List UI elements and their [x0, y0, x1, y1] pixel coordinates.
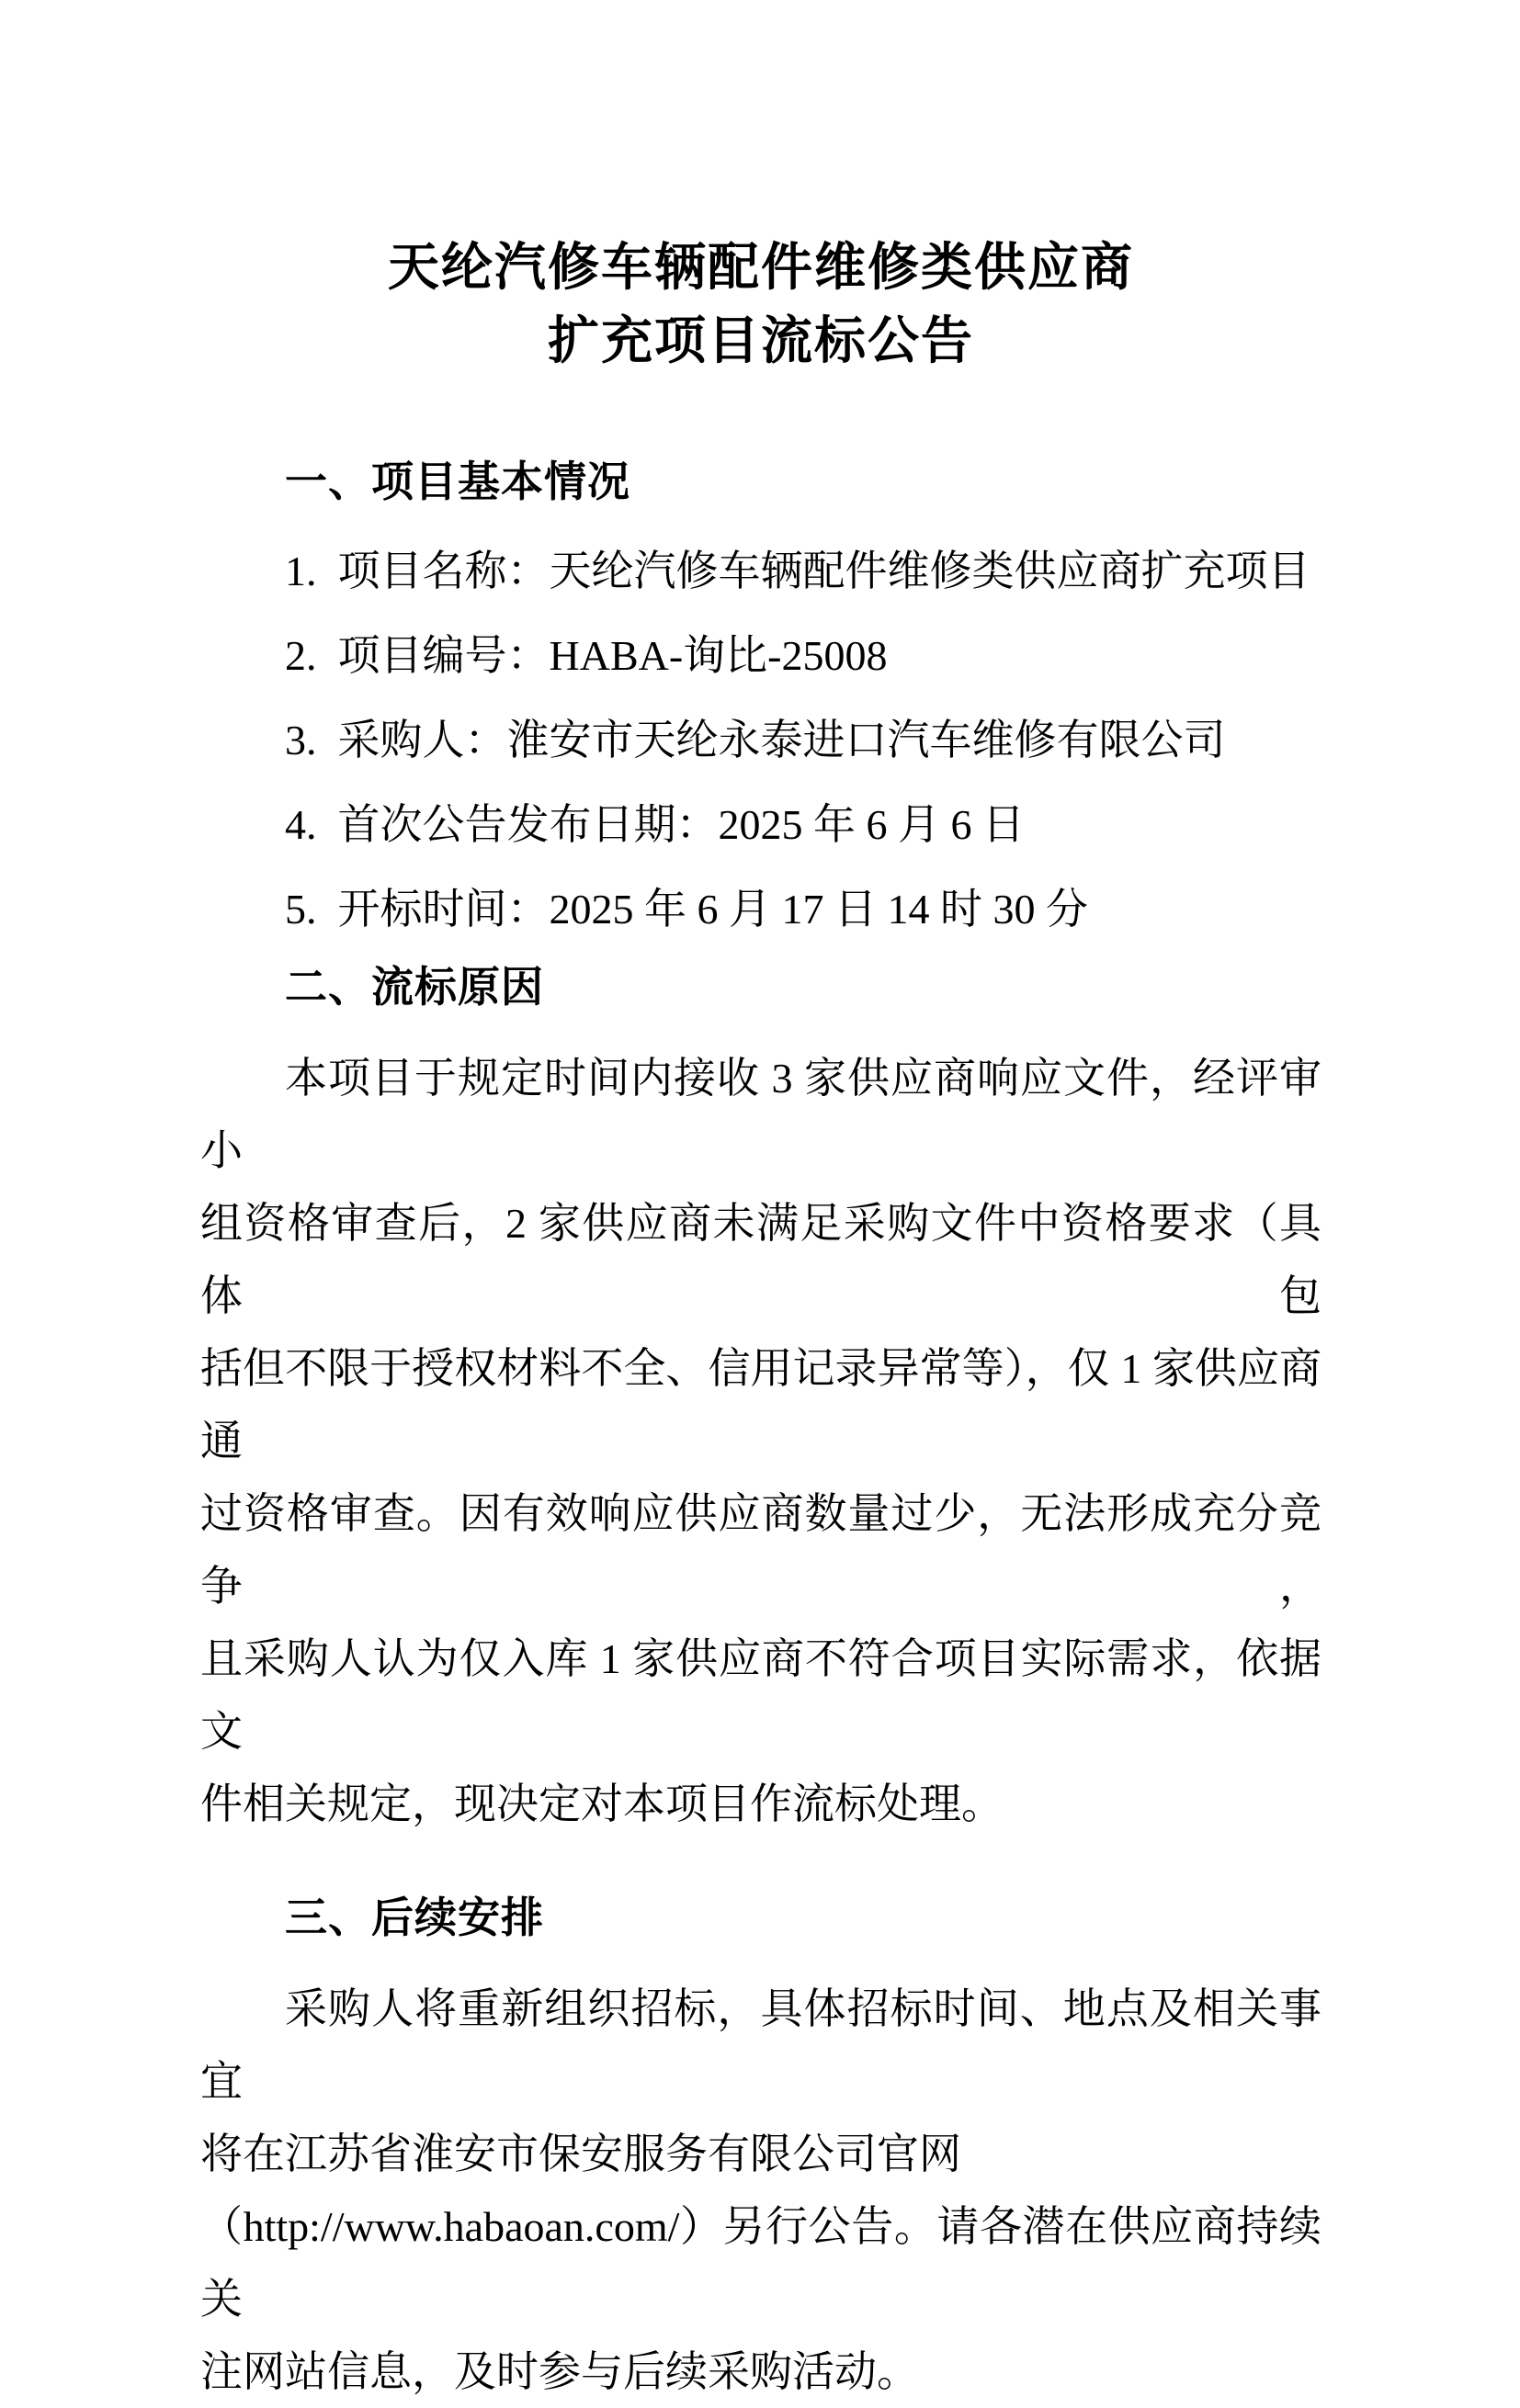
item-project-name: 1. 项目名称：天纶汽修车辆配件维修类供应商扩充项目 [285, 548, 1310, 594]
paragraph-line: 括但不限于授权材料不全、信用记录异常等），仅 1 家供应商通 [200, 1345, 1321, 1464]
paragraph-line: 过资格审查。因有效响应供应商数量过少，无法形成充分竞争， [200, 1490, 1321, 1610]
section-2-paragraph [200, 1042, 1321, 1840]
document-title-line-2: 扩充项目流标公告 [548, 313, 974, 370]
paragraph-line: 将在江苏省淮安市保安服务有限公司官网 [200, 2131, 961, 2177]
section-3-heading: 三、后续安排 [285, 1894, 544, 1941]
paragraph-line: 件相关规定，现决定对本项目作流标处理。 [200, 1781, 1004, 1827]
item-first-announcement-date: 4. 首次公告发布日期：2025 年 6 月 6 日 [285, 801, 1025, 848]
document-title-line-1: 天纶汽修车辆配件维修类供应商 [388, 240, 1134, 297]
paragraph-line: 且采购人认为仅入库 1 家供应商不符合项目实际需求，依据文 [200, 1635, 1321, 1755]
section-2-heading: 二、流标原因 [285, 963, 544, 1011]
paragraph-line: 组资格审查后，2 家供应商未满足采购文件中资格要求（具体包 [200, 1200, 1321, 1319]
item-purchaser: 3. 采购人：淮安市天纶永泰进口汽车维修有限公司 [285, 717, 1226, 763]
item-project-number: 2. 项目编号：HABA-询比-25008 [285, 632, 888, 679]
document-title [200, 232, 1321, 379]
item-bid-opening-time: 5. 开标时间：2025 年 6 月 17 日 14 时 30 分 [285, 886, 1088, 933]
paragraph-line: 采购人将重新组织招标，具体招标时间、地点及相关事宜 [200, 1985, 1321, 2105]
section-3-paragraph [200, 1973, 1321, 2408]
paragraph-line: 本项目于规定时间内接收 3 家供应商响应文件，经评审小 [200, 1055, 1321, 1174]
paragraph-line-with-url: （http://www.habaoan.com/）另行公告。请各潜在供应商持续关 [200, 2203, 1321, 2323]
section-1-items [200, 529, 1321, 952]
document-content [200, 0, 1321, 2408]
paragraph-line: 注网站信息，及时参与后续采购活动。 [200, 2348, 919, 2395]
section-1-heading: 一、项目基本情况 [285, 458, 630, 505]
